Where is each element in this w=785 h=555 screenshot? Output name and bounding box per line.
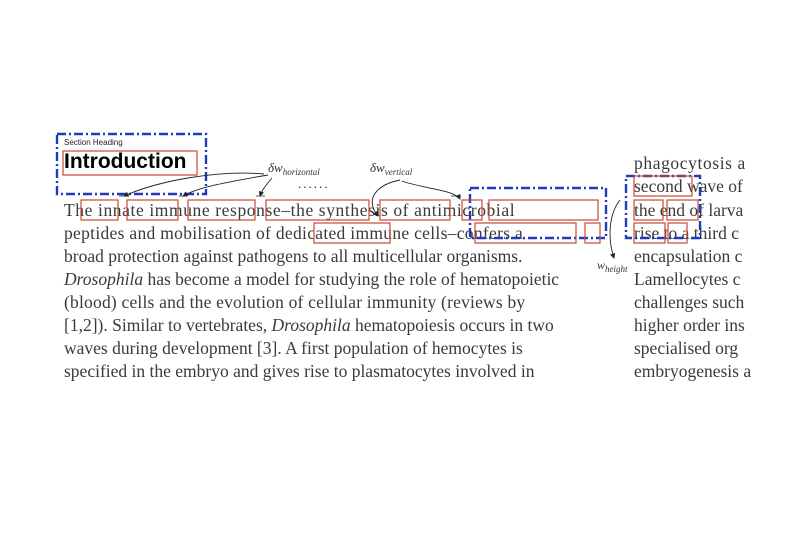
right-line-5: encapsulation c — [634, 246, 743, 266]
species-name: Drosophila — [64, 269, 144, 289]
introduction-heading: Introduction — [64, 150, 187, 173]
right-column — [634, 150, 757, 395]
right-line-2: second wave of — [634, 176, 743, 196]
right-line-10: embryogenesis a — [634, 361, 752, 381]
delta-w-horizontal-subscript: horizontal — [282, 167, 320, 177]
ellipsis-dots: ...... — [298, 176, 330, 191]
right-line-7: challenges such — [634, 292, 745, 312]
species-name: Drosophila — [271, 315, 351, 335]
w-height-symbol: w — [597, 258, 606, 272]
height-arrow — [610, 200, 620, 258]
delta-w-horizontal-symbol: δw — [268, 160, 283, 175]
body-line-3: broad protection against pathogens to all multicellular organisms. — [64, 246, 523, 266]
body-line-4 — [64, 268, 559, 290]
body-line-7: waves during development [3]. A first population of hemocytes is — [64, 338, 523, 358]
body-line-2: peptides and mobilisation of dedicated immune cells–confers a — [64, 223, 524, 243]
right-line-4: rise to a third c — [634, 223, 739, 243]
body-line-6 — [64, 314, 554, 336]
delta-w-horizontal-label — [268, 160, 320, 176]
right-line-6: Lamellocytes c — [634, 269, 741, 289]
horizontal-gap-arrow — [260, 178, 272, 196]
horizontal-gap-arrow — [124, 173, 264, 196]
w-height-label — [597, 258, 628, 273]
right-line-3: the end of larva — [634, 200, 744, 220]
right-line-8: higher order ins — [634, 315, 745, 335]
body-line-6-pre: [1,2]). Similar to vertebrates, — [64, 315, 272, 335]
delta-w-vertical-symbol: δw — [370, 160, 385, 175]
vertical-gap-arrow — [402, 181, 460, 199]
delta-w-vertical-label — [370, 160, 412, 176]
body-line-8: specified in the embryo and gives rise to plasmatocytes involved in — [64, 361, 535, 381]
right-line-9: specialised org — [634, 338, 739, 358]
body-line-6-post: hematopoiesis occurs in two — [350, 315, 554, 335]
horizontal-gap-arrow — [183, 175, 268, 196]
word-box-a — [585, 223, 600, 243]
w-height-subscript: height — [605, 264, 628, 274]
body-line-4-text: has become a model for studying the role of hematopoietic — [143, 269, 560, 289]
delta-w-vertical-subscript: vertical — [384, 167, 413, 177]
body-line-5: (blood) cells and the evolution of cellular immunity (reviews by — [64, 292, 526, 312]
body-line-1: The innate immune response–the synthesis of antimicrobial — [64, 200, 516, 220]
right-line-1: phagocytosis a — [634, 153, 746, 173]
section-heading-label: Section Heading — [64, 138, 123, 147]
